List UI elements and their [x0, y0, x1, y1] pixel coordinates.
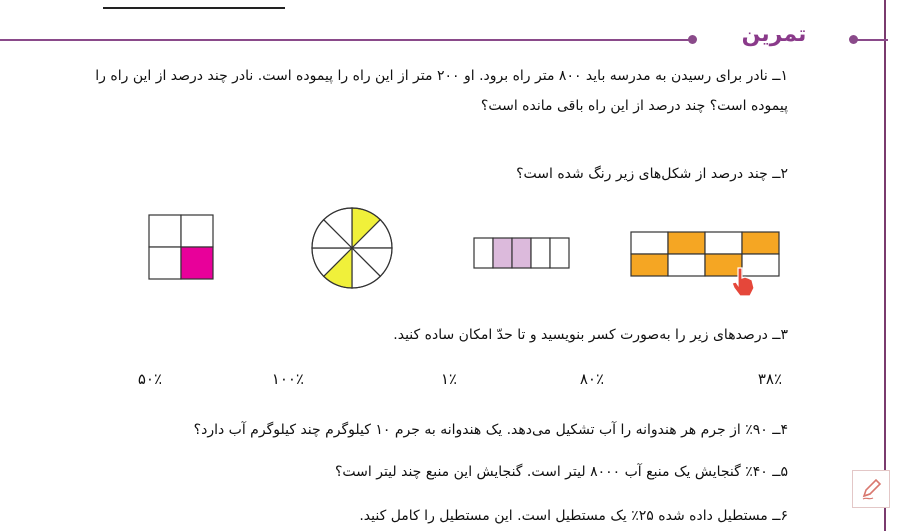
question-6: ۶ــ مستطیل داده شده ۲۵٪ یک مستطیل است. این مستطیل را کامل کنید. — [359, 508, 788, 524]
figure-strip — [474, 238, 569, 268]
figure-square-grid — [149, 215, 213, 279]
percent-item: ۵۰٪ — [137, 370, 162, 388]
heading-rule-right — [852, 39, 888, 41]
question-1-line-1: ۱ــ نادر برای رسیدن به مدرسه باید ۸۰۰ متر راه برود. او ۲۰۰ متر از این راه را پیموده است. نادر چند درصد از این راه را — [95, 68, 788, 84]
figure-circle-sectors — [312, 208, 392, 288]
figures — [0, 200, 900, 310]
question-4: ۴ــ ۹۰٪ از جرم هر هندوانه را آب تشکیل می‌دهد. یک هندوانه به جرم ۱۰ کیلوگرم چند کیلوگرم آب دارد؟ — [193, 422, 788, 438]
percent-item: ۱۰۰٪ — [271, 370, 304, 388]
percent-item: ۳۸٪ — [757, 370, 782, 388]
pencil-icon — [853, 471, 889, 507]
percent-item: ۱٪ — [440, 370, 457, 388]
percent-item: ۸۰٪ — [579, 370, 604, 388]
section-heading: تمرین — [741, 22, 807, 47]
question-1-line-2: پیموده است؟ چند درصد از این راه باقی مانده است؟ — [480, 98, 788, 114]
figure-checker-rectangle — [631, 232, 779, 276]
heading-dot-left — [688, 35, 697, 44]
top-rule — [103, 7, 285, 9]
edit-button[interactable] — [852, 470, 890, 508]
question-3: ۳ــ درصدهای زیر را به‌صورت کسر بنویسید و تا حدّ امکان ساده کنید. — [393, 327, 788, 343]
question-2: ۲ــ چند درصد از شکل‌های زیر رنگ شده است؟ — [516, 166, 788, 182]
heading-rule-left — [0, 39, 690, 41]
question-5: ۵ــ ۴۰٪ گنجایش یک منبع آب ۸۰۰۰ لیتر است. گنجایش این منبع چند لیتر است؟ — [334, 464, 788, 480]
